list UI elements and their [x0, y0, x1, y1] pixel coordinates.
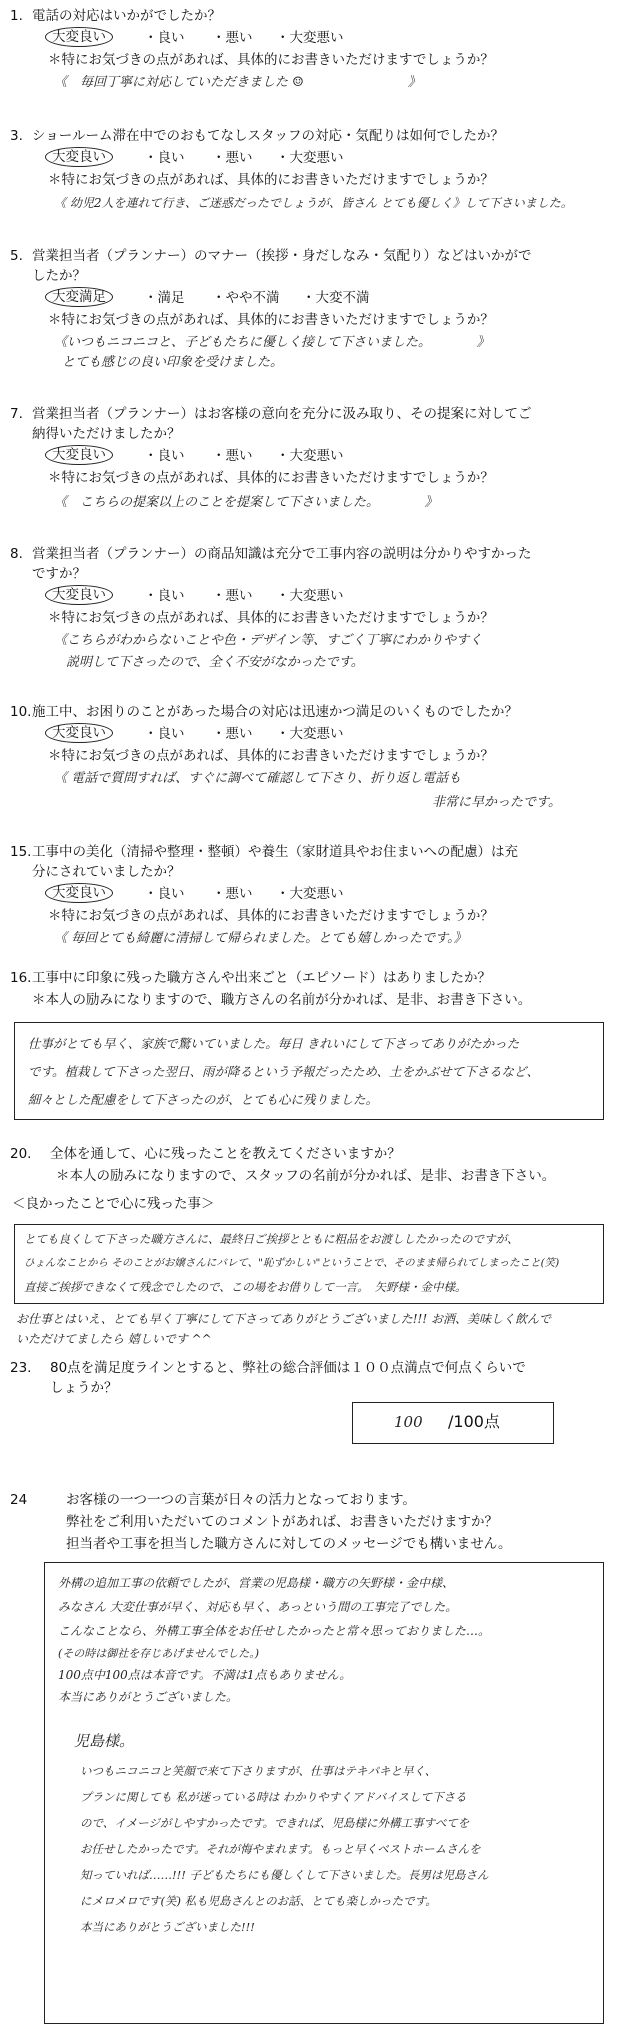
option-very-good-selected[interactable]: 大変良い [45, 147, 113, 167]
option-very-bad[interactable]: ・大変悪い [276, 726, 344, 742]
question-title-cont: 分にされていましたか？ [32, 864, 181, 880]
option-good[interactable]: ・良い [144, 150, 185, 166]
question-number: 10. [10, 704, 32, 720]
option-very-dissatisfied[interactable]: ・大変不満 [302, 290, 370, 306]
option-very-good-selected[interactable]: 大変良い [45, 27, 113, 47]
comment-line-3: こんなことなら、外構工事全体をお任せしたかったと常々思っておりました…。 [58, 1624, 491, 1638]
comment-line-11: ので、イメージがしやすかったです。できれば、児島様に外構工事すべてを [80, 1816, 470, 1830]
option-good[interactable]: ・良い [144, 448, 185, 464]
comment-line-10: プランに関しても 私が迷っている時は わかりやすくアドバイスして下さる [80, 1790, 467, 1804]
question-number: 20. [10, 1146, 32, 1162]
question-24 [10, 1490, 620, 1510]
question-20 [10, 1144, 620, 1164]
question-number: 3. [10, 128, 23, 144]
comment-line-4: (その時は御社を存じあげませんでした。) [58, 1647, 260, 1660]
option-somewhat-dissatisfied[interactable]: ・やや不満 [212, 290, 280, 306]
question-title: 営業担当者（プランナー）の商品知識は充分で工事内容の説明は分かりやすかった [32, 546, 532, 562]
question-3 [10, 126, 620, 146]
rating-options [52, 586, 352, 606]
question-title-cont: ですか？ [32, 566, 86, 582]
comment-line-5: 100点中100点は本音です。不満は1点もありません。 [58, 1668, 352, 1682]
comment-line-1: 外構の追加工事の依頼でしたが、営業の児島様・職方の矢野様・金中様、 [58, 1576, 455, 1590]
question-title: お客様の一つ一つの言葉が日々の活力となっております。 [66, 1492, 416, 1508]
question-number: 8. [10, 546, 23, 562]
question-23 [10, 1358, 620, 1378]
extra-note-line-2: いただけてましたら 嬉しいです ^^ [16, 1332, 212, 1346]
comment-line-12: お任せしたかったです。それが悔やまれます。もっと早くベストホームさんを [80, 1842, 481, 1856]
rating-options [52, 288, 372, 308]
option-bad[interactable]: ・悪い [212, 448, 253, 464]
answer-line-1: 仕事がとても早く、家族で驚いていました。毎日 きれいにして下さってありがたかった [28, 1036, 520, 1051]
question-number: 5. [10, 248, 23, 264]
option-very-satisfied-selected[interactable]: 大変満足 [45, 287, 113, 307]
option-bad[interactable]: ・悪い [212, 886, 253, 902]
question-title: 電話の対応はいかがでしたか？ [32, 8, 221, 24]
comment-line-6: 本当にありがとうございました。 [58, 1690, 239, 1704]
handwritten-answer-line-1: 《 電話で質問すれば、すぐに調べて確認して下さり、折り返し電話も [54, 771, 462, 786]
handwritten-answer-line-2: とても感じの良い印象を受けました。 [62, 355, 284, 370]
handwritten-answer: 《 毎回丁寧に対応していただきました ☺ 》 [54, 75, 421, 90]
question-note: ＊本人の励みになりますので、スタッフの名前が分かれば、是非、お書き下さい。 [56, 1168, 556, 1184]
option-good[interactable]: ・良い [144, 886, 185, 902]
option-good[interactable]: ・良い [144, 726, 185, 742]
handwritten-answer: 《 幼児2人を連れて行き、ご迷惑だったでしょうが、皆さん とても優しく》して下さいました。 [54, 196, 573, 210]
question-number: 15. [10, 844, 32, 860]
option-bad[interactable]: ・悪い [212, 588, 253, 604]
question-title: 全体を通して、心に残ったことを教えてくださいますか？ [50, 1146, 401, 1162]
rating-options [52, 884, 352, 904]
option-very-good-selected[interactable]: 大変良い [45, 723, 113, 743]
rating-options [52, 446, 352, 466]
comment-line-2: みなさん 大変仕事が早く、対応も早く、あっという間の工事完了でした。 [58, 1600, 458, 1614]
comment-line-9: いつもニコニコと笑顔で来て下さりますが、仕事はテキパキと早く、 [80, 1764, 437, 1778]
comment-request: ＊特にお気づきの点があれば、具体的にお書きいただけますでしょうか？ [48, 172, 494, 188]
rating-options [52, 28, 352, 48]
question-title: 工事中の美化（清掃や整理・整頓）や養生（家財道具やお住まいへの配慮）は充 [32, 844, 518, 860]
answer-line-1: とても良くして下さった職方さんに、最終日ご挨拶とともに粗品をお渡ししたかったのですが、 [24, 1232, 519, 1246]
comment-request: ＊特にお気づきの点があれば、具体的にお書きいただけますでしょうか？ [48, 908, 494, 924]
question-5 [10, 246, 620, 266]
comment-line-13: 知っていれば……!!! 子どもたちにも優しくして下さいました。長男は児島さん [80, 1868, 489, 1882]
question-10 [10, 702, 620, 722]
handwritten-answer-line-1: 《いつもニコニコと、子どもたちに優しく接して下さいました。 》 [54, 335, 490, 350]
option-satisfied[interactable]: ・満足 [144, 290, 185, 306]
question-number: 16. [10, 970, 32, 986]
question-title: 営業担当者（プランナー）はお客様の意向を充分に汲み取り、その提案に対してご [32, 406, 532, 422]
handwritten-answer-line-1: 《こちらがわからないことや色・デザイン等、すごく丁寧にわかりやすく [54, 633, 483, 648]
option-good[interactable]: ・良い [144, 30, 185, 46]
option-bad[interactable]: ・悪い [212, 30, 253, 46]
question-7 [10, 404, 620, 424]
comment-request: ＊特にお気づきの点があれば、具体的にお書きいただけますでしょうか？ [48, 470, 494, 486]
score-suffix: /100点 [448, 1412, 500, 1431]
question-number: 23. [10, 1360, 32, 1376]
question-title: 工事中に印象に残った職方さんや出来ごと（エピソード）はありましたか？ [32, 970, 491, 986]
question-number: 24 [10, 1492, 28, 1508]
handwritten-answer-line-2: 説明して下さったので、全く不安がなかったです。 [66, 655, 364, 670]
answer-line-3: 直接ご挨拶できなくて残念でしたので、この場をお借りして一言。 矢野様・金中様。 [24, 1280, 467, 1294]
handwritten-answer-line-2: 非常に早かったです。 [432, 795, 561, 810]
option-very-good-selected[interactable]: 大変良い [45, 585, 113, 605]
extra-note-line-1: お仕事とはいえ、とても早く丁寧にして下さってありがとうございました!!! お酒、美味しく飲んで [16, 1312, 552, 1326]
option-very-good-selected[interactable]: 大変良い [45, 445, 113, 465]
handwritten-answer: 《 こちらの提案以上のことを提案して下さいました。 》 [54, 495, 438, 510]
question-16 [10, 968, 620, 988]
question-1 [10, 6, 620, 26]
rating-options [52, 724, 352, 744]
question-title: 施工中、お困りのことがあった場合の対応は迅速かつ満足のいくものでしたか？ [32, 704, 518, 720]
section-heading: ＜良かったことで心に残った事＞ [12, 1196, 215, 1212]
comment-request: ＊特にお気づきの点があれば、具体的にお書きいただけますでしょうか？ [48, 312, 494, 328]
option-very-bad[interactable]: ・大変悪い [276, 30, 344, 46]
option-good[interactable]: ・良い [144, 588, 185, 604]
question-title-line-2: 弊社をご利用いただいてのコメントがあれば、お書きいただけますか？ [66, 1514, 498, 1530]
question-title: ショールーム滞在中でのおもてなしスタッフの対応・気配りは如何でしたか？ [32, 128, 504, 144]
answer-line-2: です。植栽して下さった翌日、雨が降るという予報だったため、土をかぶせて下さるなど、 [28, 1064, 540, 1079]
answer-line-3: 細々とした配慮をして下さったのが、とても心に残りました。 [28, 1092, 379, 1107]
question-note: ＊本人の励みになりますので、職方さんの名前が分かれば、是非、お書き下さい。 [32, 992, 532, 1008]
comment-line-14: にメロメロです(笑) 私も児島さんとのお話、とても楽しかったです。 [80, 1894, 437, 1908]
question-title: 80点を満足度ラインとすると、弊社の総合評価は１００点満点で何点くらいで [50, 1360, 526, 1376]
answer-line-2: ひょんなことから そのことがお嬢さんにバレて、"恥ずかしい"ということで、そのまま帰られてしまったこと(笑) [24, 1257, 560, 1269]
handwritten-answer: 《 毎回とても綺麗に清掃して帰られました。とても嬉しかったです。》 [54, 931, 467, 946]
comment-request: ＊特にお気づきの点があれば、具体的にお書きいただけますでしょうか？ [48, 748, 494, 764]
question-title-cont: 納得いただけましたか？ [32, 426, 181, 442]
question-number: 7. [10, 406, 23, 422]
question-number: 1. [10, 8, 23, 24]
score-value: 100 [394, 1413, 423, 1431]
comment-line-8: 児島様。 [74, 1732, 135, 1750]
comment-request: ＊特にお気づきの点があれば、具体的にお書きいただけますでしょうか？ [48, 610, 494, 626]
comment-request: ＊特にお気づきの点があれば、具体的にお書きいただけますでしょうか？ [48, 52, 494, 68]
question-15 [10, 842, 620, 862]
option-bad[interactable]: ・悪い [212, 150, 253, 166]
question-8 [10, 544, 620, 564]
question-title-cont: しょうか？ [50, 1380, 118, 1396]
option-very-good-selected[interactable]: 大変良い [45, 883, 113, 903]
question-title-line-3: 担当者や工事を担当した職方さんに対してのメッセージでも構いません。 [66, 1536, 512, 1552]
option-very-bad[interactable]: ・大変悪い [276, 150, 344, 166]
question-title-cont: したか？ [32, 268, 86, 284]
option-very-bad[interactable]: ・大変悪い [276, 588, 344, 604]
option-very-bad[interactable]: ・大変悪い [276, 886, 344, 902]
option-bad[interactable]: ・悪い [212, 726, 253, 742]
rating-options [52, 148, 352, 168]
question-title: 営業担当者（プランナー）のマナー（挨拶・身だしなみ・気配り）などはいかがで [32, 248, 532, 264]
option-very-bad[interactable]: ・大変悪い [276, 448, 344, 464]
comment-line-15: 本当にありがとうございました!!! [80, 1920, 255, 1934]
